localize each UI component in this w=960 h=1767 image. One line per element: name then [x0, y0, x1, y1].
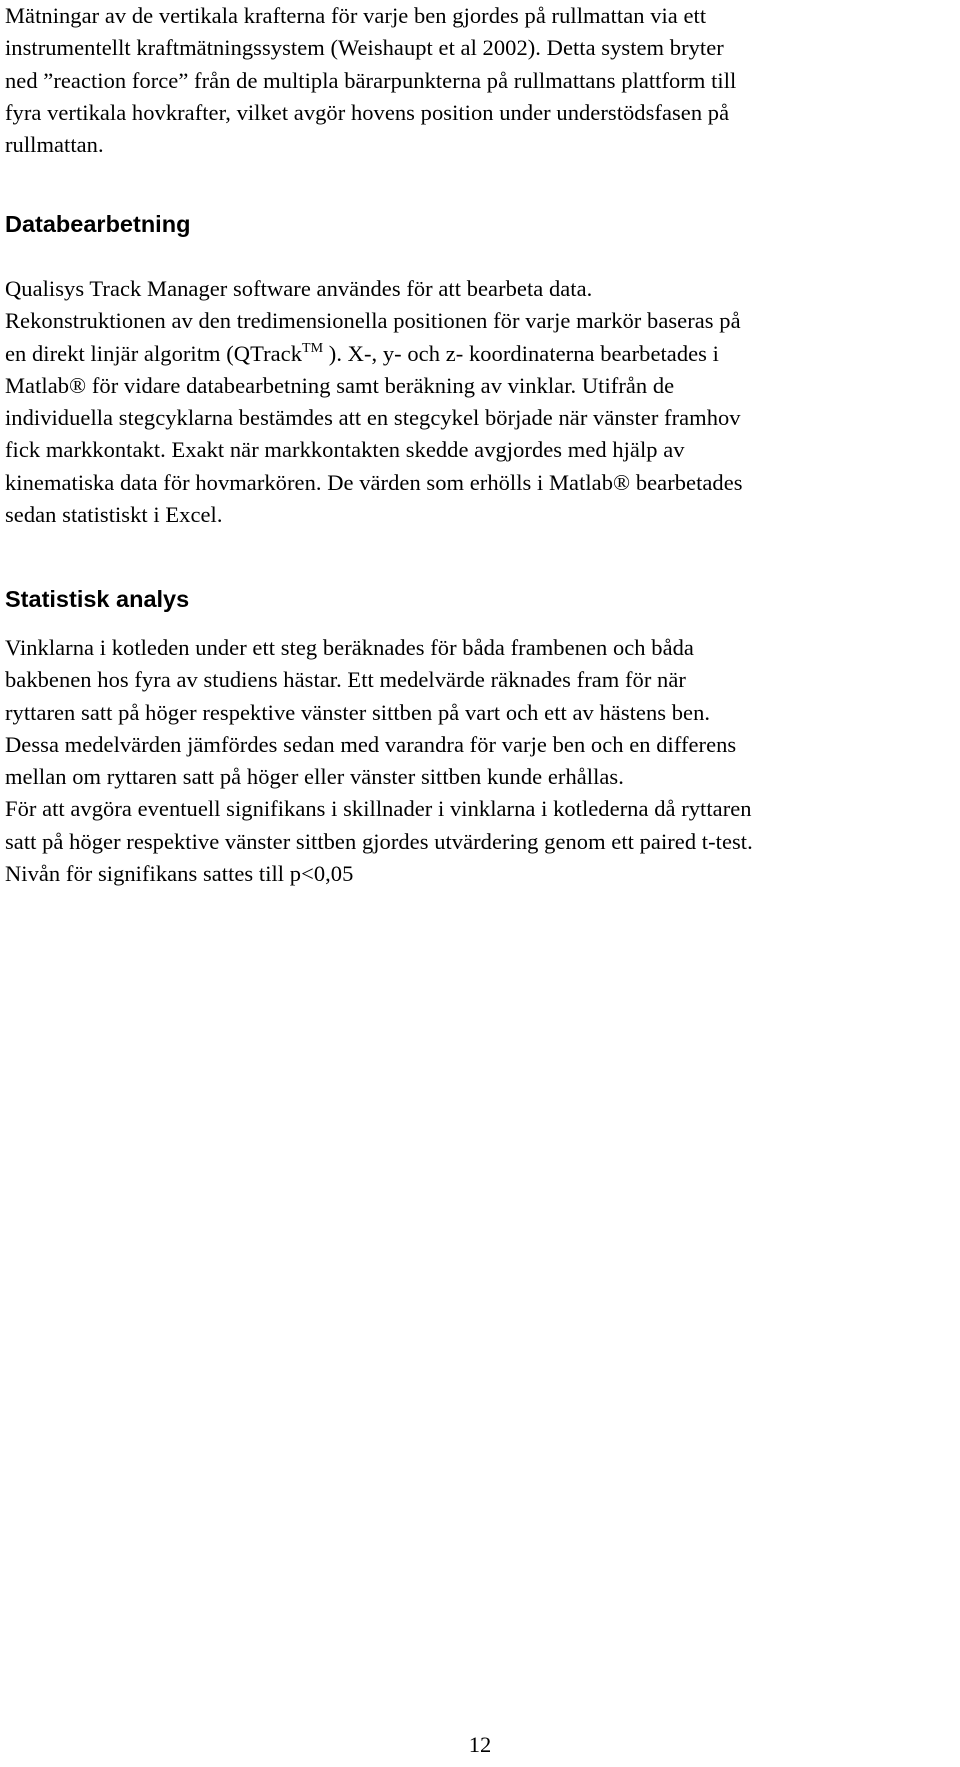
section-heading-statistisk-analys: Statistisk analys: [5, 586, 190, 612]
text-line: Vinklarna i kotleden under ett steg beräknades för båda frambenen och båda: [5, 635, 694, 660]
text-line: Qualisys Track Manager software användes för att bearbeta data.: [5, 276, 593, 301]
intro-paragraph: [5, 0, 736, 161]
text-line: instrumentellt kraftmätningssystem (Weishaupt et al 2002). Detta system bryter: [5, 35, 724, 61]
statistisk-analys-paragraph: [5, 632, 753, 890]
text-line: mellan om ryttaren satt på höger eller vänster sittben kunde erhållas.: [5, 764, 624, 790]
text-line: ryttaren satt på höger respektive vänster sittben på vart och ett av hästens ben.: [5, 699, 711, 725]
text-line: bakbenen hos fyra av studiens hästar. Ett medelvärde räknades fram för när: [5, 667, 686, 693]
text-line: kinematiska data för hovmarkören. De värden som erhölls i Matlab® bearbetades: [5, 469, 743, 495]
page-number: 12: [468, 1732, 492, 1757]
text-line: fick markkontakt. Exakt när markkontakten skedde avgjordes med hjälp av: [5, 437, 685, 463]
text-line: Matlab® för vidare databearbetning samt beräkning av vinklar. Utifrån de: [5, 372, 675, 398]
text-fragment: ). X-, y- och z- koordinaterna bearbetades i: [323, 340, 719, 366]
text-line: individuella stegcyklarna bestämdes att en stegcykel började när vänster framhov: [5, 405, 741, 431]
text-line: Dessa medelvärden jämfördes sedan med varandra för varje ben och en differens: [5, 731, 737, 757]
section-heading-databearbetning: Databearbetning: [5, 211, 191, 237]
text-line: Mätningar av de vertikala krafterna för varje ben gjordes på rullmattan via ett: [5, 3, 707, 28]
text-line: rullmattan.: [5, 132, 104, 158]
trademark-superscript: TM: [302, 340, 324, 356]
text-fragment: en direkt linjär algoritm (QTrack: [5, 340, 302, 366]
text-line: fyra vertikala hovkrafter, vilket avgör hovens position under understödsfasen på: [5, 99, 730, 125]
databearbetning-paragraph: [5, 273, 743, 531]
text-line: ned ”reaction force” från de multipla bärarpunkterna på rullmattans plattform till: [5, 67, 737, 93]
text-line: sedan statistiskt i Excel.: [5, 502, 223, 528]
text-line: [5, 338, 743, 370]
text-line: För att avgöra eventuell signifikans i skillnader i vinklarna i kotlederna då ryttaren: [5, 796, 752, 822]
text-line: satt på höger respektive vänster sittben gjordes utvärdering genom ett paired t-test.: [5, 828, 753, 854]
text-line: Rekonstruktionen av den tredimensionella positionen för varje markör baseras på: [5, 308, 741, 334]
text-line: Nivån för signifikans sattes till p<0,05: [5, 861, 354, 887]
